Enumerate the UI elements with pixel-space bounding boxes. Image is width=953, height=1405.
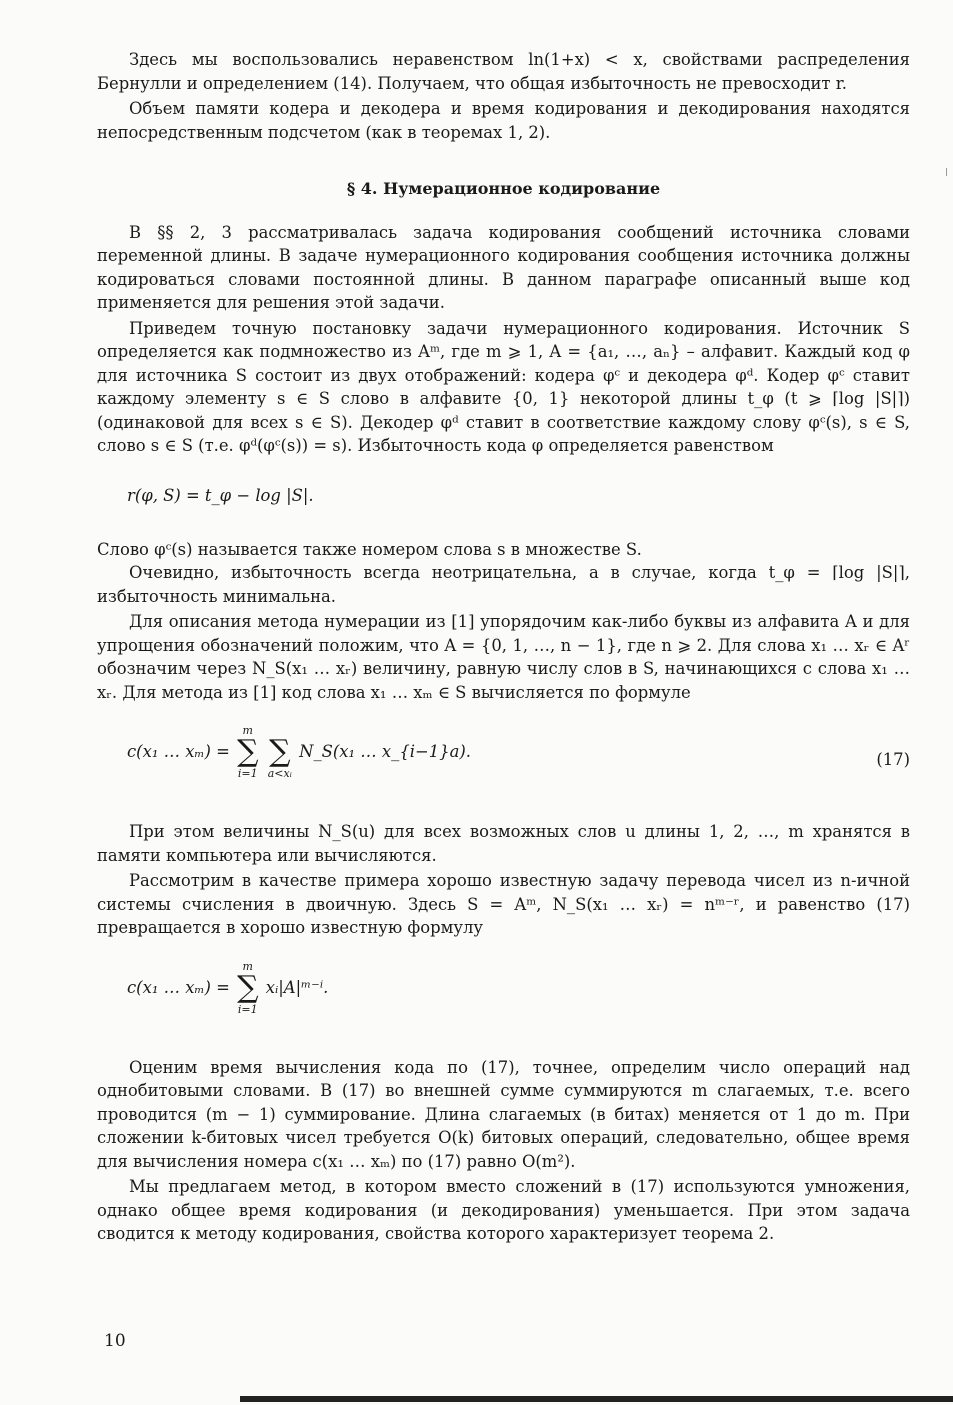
margin-mark: [946, 168, 947, 176]
paragraph-4: Приведем точную постановку задачи нумерационного кодирования. Источник S определяется как подмножество из Aᵐ, где m ⩾ 1, A = {a₁, …, aₙ} – алфавит. Каждый код φ для источника S состоит из двух отображений: кодера φᶜ и декодера φᵈ. Кодер φᶜ ставит каждому элементу s ∈ S слово в алфавите {0, 1} некоторой длины t_φ (t ⩾ ⌈log |S|⌉) (одинаковой для всех s ∈ S). Декодер φᵈ ставит в соответствие каждому слову φᶜ(s), s ∈ S, слово s ∈ S (т.е. φᵈ(φᶜ(s)) = s). Избыточность кода φ определяется равенством: [97, 318, 910, 455]
scan-bottom-edge: [240, 1396, 953, 1402]
paragraph-9: Рассмотрим в качестве примера хорошо известную задачу перевода чисел из n-ичной системы счисления в двоичную. Здесь S = Aᵐ, N_S(x₁ … xᵣ) = nᵐ⁻ʳ, и равенство (17) превращается в хорошо известную формулу: [97, 871, 910, 937]
formula-positional-rhs: xᵢ|A|ᵐ⁻ⁱ.: [265, 977, 329, 997]
formula-17-inner-sum: [268, 724, 292, 780]
paragraph-3: В §§ 2, 3 рассматривалась задача кодирования сообщений источника словами переменной длины. В задаче нумерационного кодирования сообщения источника должны кодироваться словами постоянной длины. В данном параграфе описанный выше код применяется для решения этой задачи.: [97, 222, 910, 312]
paragraph-10: Оценим время вычисления кода по (17), точнее, определим число операций над однобитовыми словами. В (17) во внешней сумме суммируются m слагаемых, т.е. всего проводится (m − 1) суммирование. Длина слагаемых (в битах) меняется от 1 до m. При сложении k-битовых чисел требуется O(k) битовых операций, следовательно, общее время для вычисления номера c(x₁ … xₘ) по (17) равно O(m²).: [97, 1057, 910, 1171]
page-number: 10: [104, 1331, 126, 1351]
formula-17-outer-sum: [237, 724, 258, 780]
sigma-symbol: ∑: [237, 969, 259, 1005]
formula-positional-lhs: c(x₁ … xₘ) =: [127, 977, 230, 997]
formula-redundancy-text: r(φ, S) = t_φ − log |S|.: [127, 485, 314, 505]
paragraph-7: Для описания метода нумерации из [1] упорядочим как-либо буквы из алфавита A и для упрощения обозначений положим, что A = {0, 1, …, n − 1}, где n ⩾ 2. Для слова x₁ … xᵣ ∈ Aʳ обозначим через N_S(x₁ … xᵣ) величину, равную числу слов в S, начинающихся с слова x₁ … xᵣ. Для метода из [1] код слова x₁ … xₘ ∈ S вычисляется по формуле: [97, 612, 910, 702]
formula-17-lhs: c(x₁ … xₘ) =: [127, 742, 230, 762]
formula-positional-sum: [237, 960, 258, 1016]
formula-positional-sum-top: m: [242, 959, 253, 973]
formula-17-outer-sum-bottom: i=1: [237, 767, 258, 780]
formula-positional: [127, 960, 910, 1032]
paragraph-1: Здесь мы воспользовались неравенством ln(1+x) < x, свойствами распределения Бернулли и определением (14). Получаем, что общая избыточность не превосходит r.: [97, 50, 910, 93]
page-body: [97, 48, 910, 1246]
paragraph-5: Слово φᶜ(s) называется также номером слова s в множестве S.: [97, 539, 642, 559]
sigma-symbol: ∑: [269, 734, 291, 769]
formula-17-rhs: N_S(x₁ … x_{i−1}a).: [299, 742, 471, 762]
formula-positional-sum-bottom: i=1: [237, 1002, 258, 1016]
formula-17-inner-sum-bottom: a<xᵢ: [267, 767, 292, 780]
paragraph-2: Объем памяти кодера и декодера и время кодирования и декодирования находятся непосредственным подсчетом (как в теоремах 1, 2).: [97, 99, 910, 142]
formula-redundancy: [127, 484, 910, 508]
paragraph-8: При этом величины N_S(u) для всех возможных слов u длины 1, 2, …, m хранятся в памяти компьютера или вычисляются.: [97, 822, 910, 865]
formula-17: [127, 724, 910, 796]
paragraph-11: Мы предлагаем метод, в котором вместо сложений в (17) используются умножения, однако общее время кодирования (и декодирования) уменьшается. При этом задача сводится к методу кодирования, свойства которого характеризует теорема 2.: [97, 1177, 910, 1243]
equation-number-17: (17): [876, 750, 910, 769]
section-title: § 4. Нумерационное кодирование: [346, 179, 661, 198]
sigma-symbol: ∑: [237, 734, 259, 769]
formula-17-outer-sum-top: m: [242, 724, 253, 737]
paragraph-6: Очевидно, избыточность всегда неотрицательна, а в случае, когда t_φ = ⌈log |S|⌉, избыточность минимальна.: [97, 563, 910, 606]
